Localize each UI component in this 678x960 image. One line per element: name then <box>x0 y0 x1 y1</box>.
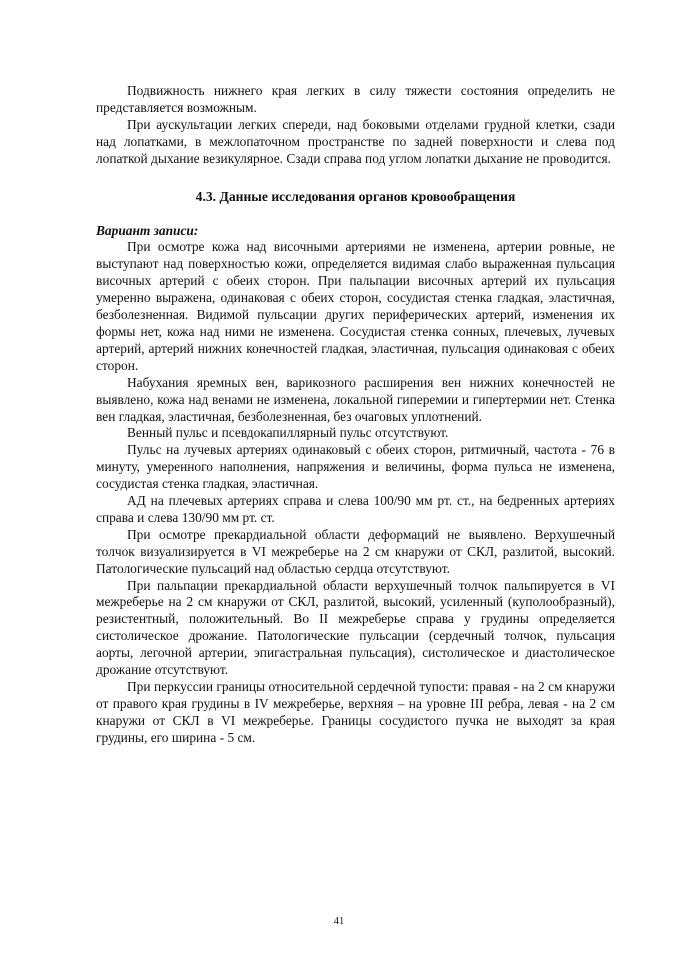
page-number: 41 <box>333 916 345 927</box>
document-page <box>96 83 615 747</box>
section-heading: 4.3. Данные исследования органов кровообращения <box>195 188 516 204</box>
variant-label: Вариант записи: <box>96 222 199 238</box>
body-paragraph: При пальпации прекардиальной области верхушечный толчок пальпируется в VI межреберье на 2 см кнаружи от СКЛ, разлитой, высокий, усиленный (куполообразный), резистентный, положительный. Во II межреберье справа у грудины определяется систолическое дрожание. Патологические пульсации (сердечный толчок, пульсация аорты, легочной артерии, эпигастральная пульсация), систолическое и диастолическое дрожание отсутствуют. <box>96 577 615 678</box>
body-paragraph: Набухания яремных вен, варикозного расширения вен нижних конечностей не выявлено, кожа над венами не изменена, локальной гиперемии и гипертермии нет. Стенка вен гладкая, эластичная, безболезненная, без очаговых уплотнений. <box>96 374 615 424</box>
body-paragraph: При осмотре кожа над височными артериями не изменена, артерии ровные, не выступают над поверхностью кожи, определяется видимая слабо выраженная пульсация височных артерий с обеих сторон. При пальпации височных артерий их пульсация умеренно выражена, одинаковая с обеих сторон, сосудистая стенка гладкая, эластичная, безболезненная. Видимой пульсации других периферических артерий, изменения их формы нет, кожа над ними не изменена. Сосудистая стенка сонных, плечевых, лучевых артерий, артерий нижних конечностей гладкая, эластичная, пульсация одинаковая с обеих сторон. <box>96 239 615 373</box>
body-paragraph: Венный пульс и псевдокапиллярный пульс отсутствуют. <box>127 425 449 441</box>
body-paragraph: АД на плечевых артериях справа и слева 100/90 мм рт. ст., на бедренных артериях справа и слева 130/90 мм рт. ст. <box>96 493 615 525</box>
intro-paragraph: При аускультации легких спереди, над боковыми отделами грудной клетки, сзади над лопатками, в межлопаточном пространстве по задней поверхности и слева под лопаткой дыхание везикулярное. Сзади справа под углом лопатки дыхание не проводится. <box>96 116 615 166</box>
intro-paragraph: Подвижность нижнего края легких в силу тяжести состояния определить не представляется возможным. <box>96 83 615 115</box>
body-paragraph: При перкуссии границы относительной сердечной тупости: правая - на 2 см кнаружи от правого края грудины в IV межреберье, верхняя – на уровне III ребра, левая - на 2 см кнаружи от СКЛ в VI межреберье. Границы сосудистого пучка не выходят за края грудины, его ширина - 5 см. <box>96 679 615 745</box>
body-paragraph: Пульс на лучевых артериях одинаковый с обеих сторон, ритмичный, частота - 76 в минуту, умеренного наполнения, напряжения и величины, форма пульса не изменена, сосудистая стенка гладкая, эластичная. <box>96 442 615 492</box>
body-paragraph: При осмотре прекардиальной области деформаций не выявлено. Верхушечный толчок визуализируется в VI межреберье на 2 см кнаружи от СКЛ, разлитой, высокий. Патологические пульсаций над областью сердца отсутствуют. <box>96 526 615 576</box>
